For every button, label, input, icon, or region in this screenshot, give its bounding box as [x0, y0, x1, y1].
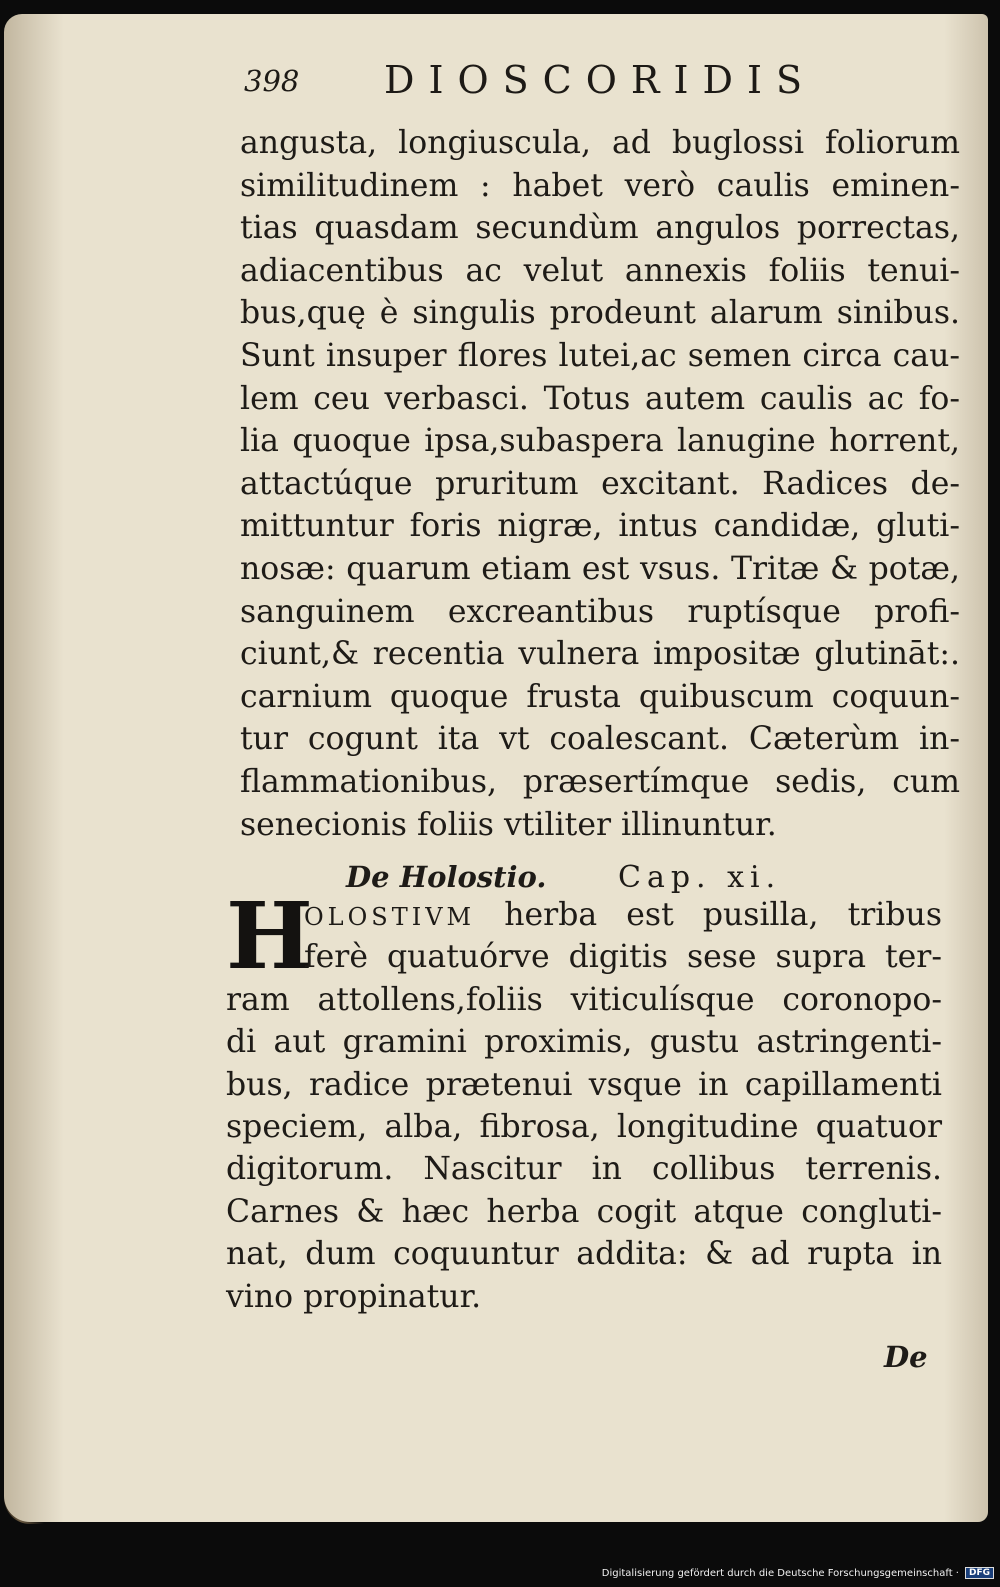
text-line: ram attollens,foliis viticulísque coronopo- — [226, 981, 942, 1018]
text-line: carnium quoque frusta quibuscum coquun- — [240, 678, 960, 715]
chapter-title: De Holostio. — [346, 860, 547, 894]
text-line: tur cogunt ita vt coalescant. Cæterùm in- — [240, 721, 960, 758]
text-line: di aut gramini proximis, gustu astringenti- — [226, 1024, 942, 1061]
text-line: bus,quę è singulis prodeunt alarum sinibus. — [240, 295, 960, 332]
text-line: similitudinem : habet verò caulis eminen- — [240, 167, 960, 204]
running-title: DIOSCORIDIS — [384, 58, 817, 102]
text-line: adiacentibus ac velut annexis foliis tenui- — [240, 252, 960, 289]
text-line: mittuntur foris nigræ, intus candidæ, gluti- — [240, 508, 960, 545]
chapter-number: Cap. xi. — [618, 860, 782, 895]
text-line: bus, radice prætenui vsque in capillamenti — [226, 1066, 942, 1103]
line-rest: herba est pusilla, tribus — [475, 897, 942, 933]
digitization-footer — [602, 1563, 994, 1583]
text-line: ciunt,& recentia vulnera impositæ glutināt:. — [240, 636, 960, 673]
text-line: digitorum. Nascitur in collibus terrenis. — [226, 1151, 942, 1188]
text-line: flammationibus, præsertímque sedis, cum — [240, 763, 960, 800]
page-number: 398 — [244, 64, 300, 98]
text-line: attactúque pruritum excitant. Radices de- — [240, 465, 960, 502]
catchword: De — [884, 1340, 928, 1374]
text-line: tias quasdam secundùm angulos porrectas, — [240, 210, 960, 247]
text-line: speciem, alba, fibrosa, longitudine quatuor — [226, 1108, 942, 1145]
text-line: nosæ: quarum etiam est vsus. Tritæ & potæ, — [240, 550, 960, 587]
text-line: sanguinem excreantibus ruptísque profi- — [240, 593, 960, 630]
small-caps-lead: OLOSTIVM — [304, 903, 476, 931]
text-line: senecionis foliis vtiliter illinuntur. — [240, 806, 777, 843]
dfg-logo: DFG — [965, 1567, 994, 1579]
text-line: Carnes & hæc herba cogit atque congluti- — [226, 1193, 942, 1230]
body-text — [240, 122, 960, 846]
footer-credit: Digitalisierung gefördert durch die Deutsche Forschungsgemeinschaft · — [601, 1567, 959, 1579]
drop-cap-initial: H — [226, 882, 313, 990]
text-line: lem ceu verbasci. Totus autem caulis ac fo- — [240, 380, 960, 417]
text-line — [226, 894, 942, 936]
text-line: lia quoque ipsa,subaspera lanugine horrent, — [240, 423, 960, 460]
chapter-text — [226, 882, 942, 1318]
text-line: vino propinatur. — [226, 1278, 482, 1315]
text-line: ferè quatuórve digitis sese supra ter- — [304, 939, 942, 976]
text-line: angusta, longiuscula, ad buglossi foliorum — [240, 125, 960, 161]
text-line: nat, dum coquuntur addita: & ad rupta in — [226, 1236, 942, 1273]
text-line: Sunt insuper flores lutei,ac semen circa cau- — [240, 337, 960, 374]
running-header — [244, 58, 844, 108]
